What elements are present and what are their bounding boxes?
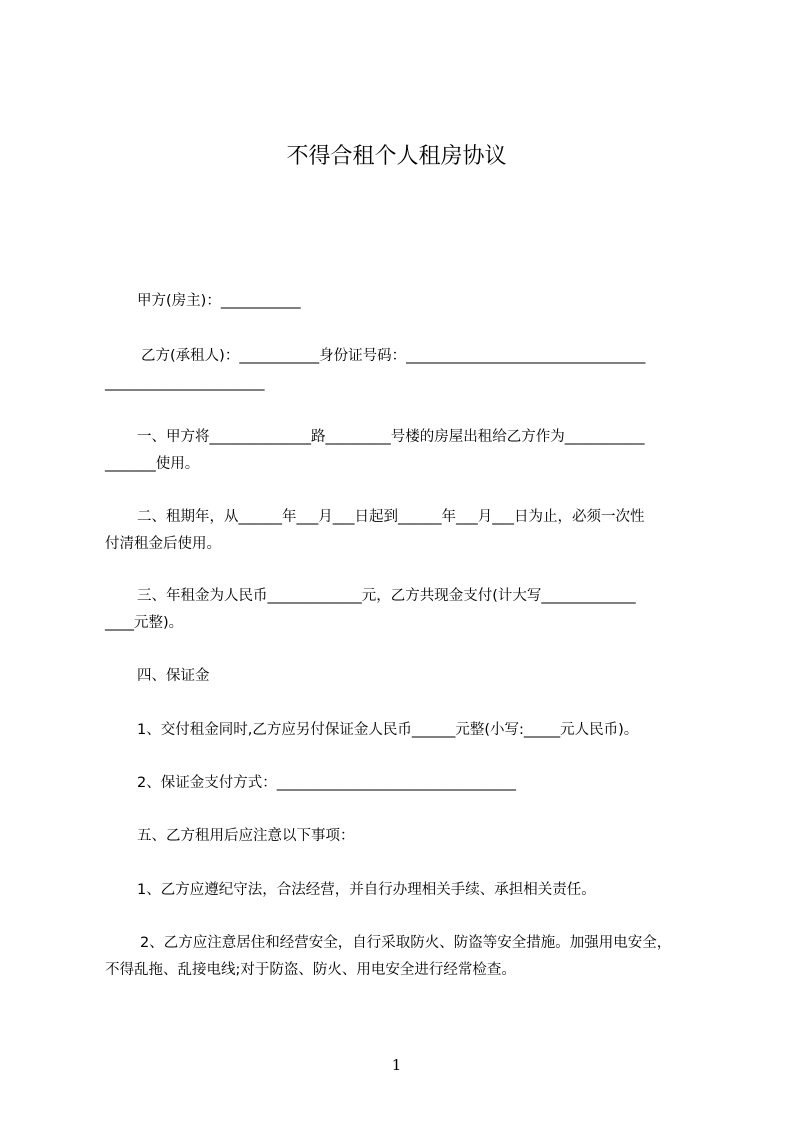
party-b-line-cont: ______________________ — [105, 375, 265, 391]
clause-1-line-cont: _______使用。 — [105, 456, 200, 472]
clause-4-item-1: 1、交付租金同时,乙方应另付保证金人民币______元整(小写:_____元人民币)。 — [137, 722, 639, 738]
clause-5-item-2: 2、乙方应注意居住和经营安全，自行采取防火、防盗等安全措施。加强用电安全， — [140, 935, 672, 951]
party-a-line: 甲方(房主)：___________ — [137, 293, 301, 309]
clause-2-line: 二、租期年，从______年___月___日起到______年___月___日为止，必须一次性 — [137, 509, 645, 525]
clause-2-line-cont: 付清租金后使用。 — [105, 536, 221, 552]
page-number: 1 — [391, 1056, 402, 1074]
clause-1-line: 一、甲方将______________路_________号楼的房屋出租给乙方作为___________ — [137, 429, 645, 445]
clause-3-line-cont: ____元整)。 — [105, 615, 184, 631]
clause-5-item-2-cont: 不得乱拖、乱接电线;对于防盗、防火、用电安全进行经常检查。 — [105, 962, 516, 978]
clause-5-item-1: 1、乙方应遵纪守法，合法经营，并自行办理相关手续、承担相关责任。 — [137, 882, 596, 898]
document-title: 不得合租个人租房协议 — [286, 144, 507, 169]
party-b-line: 乙方(承租人)：___________身份证号码：_________________________________ — [141, 348, 646, 364]
clause-4-item-2: 2、保证金支付方式：_________________________________ — [137, 775, 516, 791]
clause-4-heading: 四、保证金 — [137, 668, 210, 684]
clause-3-line: 三、年租金为人民币_____________元，乙方共现金支付(计大写_____________ — [137, 588, 636, 604]
clause-5-heading: 五、乙方租用后应注意以下事项： — [137, 828, 355, 844]
